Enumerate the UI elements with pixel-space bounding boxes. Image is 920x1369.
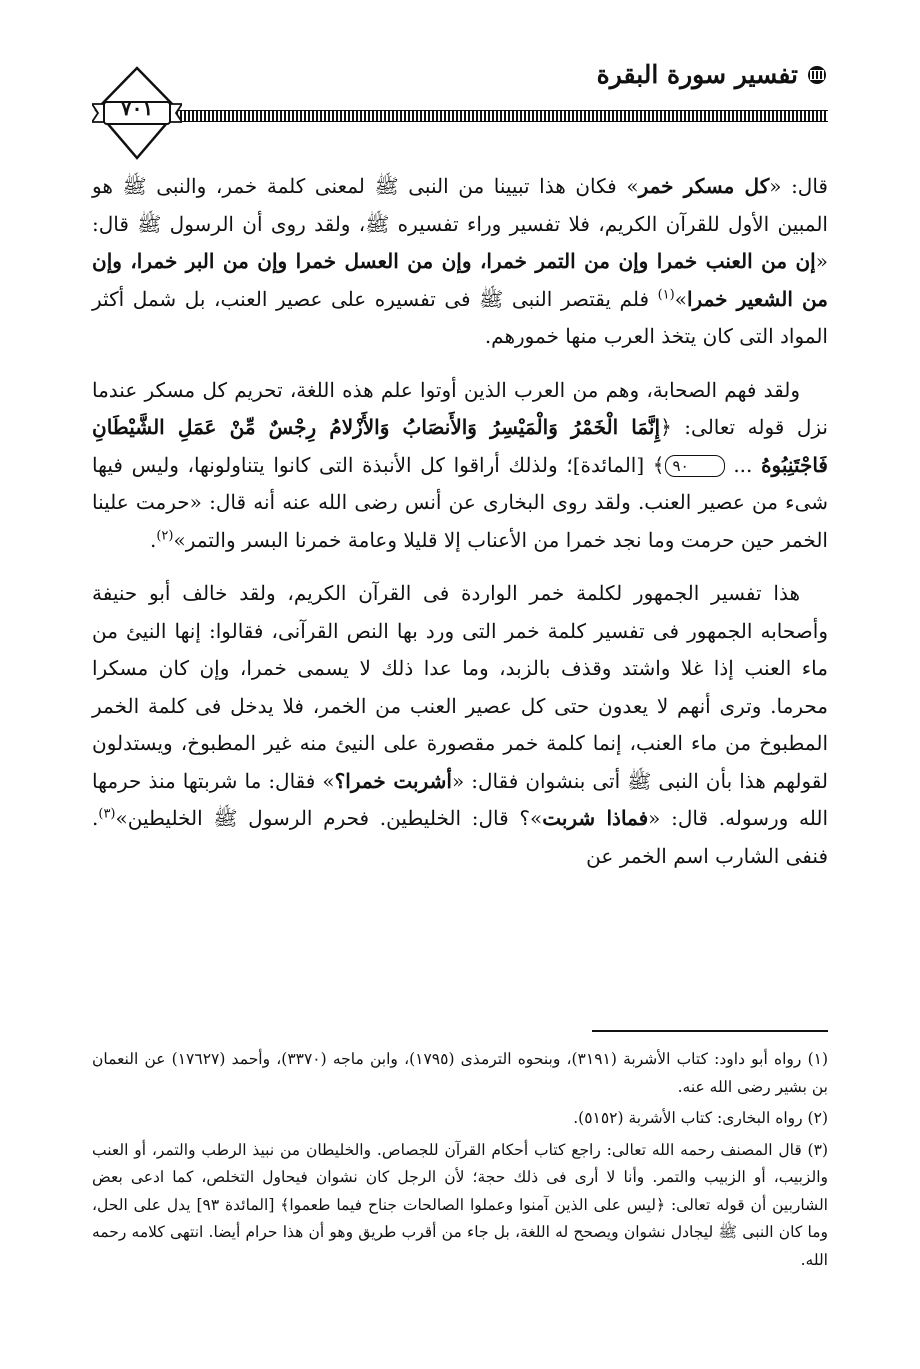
text: قال: « bbox=[769, 174, 828, 198]
footnote-3: (٣) قال المصنف رحمه الله تعالى: راجع كتاب أحكام القرآن للجصاص. والخليطان من نبيذ الرطب والتمر، أو العنب والزبيب، أو الزبيب والتمر. وأنا لا أرى فى ذلك حجة؛ لأن الرجل كان نشوان فيحاول التخلص، كما ادعى بعض الشاربين أن قوله تعالى: ﴿ليس على الذين آمنوا وعملوا الصالحات جناح فيما طعموا﴾ [المائدة ٩٣] يدل على الحل، وما كان النبى ﷺ ليجادل نشوان ويصحح له اللغة، بل جاء من أقرب طريق وهو أن هذا حرام أيضا. انتهى كلامه رحمه الله. bbox=[92, 1140, 828, 1269]
paragraph-1 bbox=[92, 168, 828, 356]
verse-number: ٩٠ bbox=[665, 455, 725, 477]
header-title: تفسير سورة البقرة bbox=[596, 60, 798, 89]
text: »؟ قال: الخليطين. فحرم الرسول ﷺ الخليطين» bbox=[115, 806, 543, 830]
footnote-2: (٢) رواه البخارى: كتاب الأشربة (٥١٥٢). bbox=[573, 1109, 828, 1127]
hadith-quote: أشربت خمرا؟ bbox=[334, 768, 452, 793]
paragraph-2 bbox=[92, 372, 828, 560]
hadith-quote: كل مسكر خمر bbox=[638, 174, 770, 198]
main-text bbox=[92, 168, 828, 891]
text: فلم يقتصر النبى ﷺ فى تفسيره على عصير العنب، بل شمل أكثر المواد التى كان يتخذ العرب منها خمورهم. bbox=[92, 286, 828, 348]
footnote-1: (١) رواه أبو داود: كتاب الأشربة (٣١٩١)، وبنحوه الترمذى (١٧٩٥)، وابن ماجه (٣٣٧٠)، وأحمد (١٧٦٢٧) عن النعمان بن بشير رضى الله عنه. bbox=[92, 1050, 829, 1096]
hadith-quote: فماذا شربت bbox=[542, 806, 649, 830]
text: ... bbox=[724, 452, 762, 477]
footnote-ref[interactable]: (١) bbox=[657, 286, 675, 302]
quran-verse: إِنَّمَا الْخَمْرُ وَالْمَيْسِرُ وَالأَنصَابُ وَالأَزْلامُ رِجْسٌ مِّنْ عَمَلِ الشَّيْطَانِ فَاجْتَنِبُوهُ bbox=[92, 415, 828, 477]
footnote-ref[interactable]: (٢) bbox=[156, 527, 174, 543]
text: » فكان هذا تبيينا من النبى ﷺ لمعنى كلمة خمر، والنبى ﷺ هو المبين الأول للقرآن الكريم، فلا تفسير وراء تفسيره ﷺ، ولقد روى أن الرسول ﷺ قال: « bbox=[92, 174, 828, 273]
paragraph-3 bbox=[92, 575, 828, 875]
text: ﴾ [المائدة]؛ ولذلك أراقوا كل الأنبذة التى كانوا يتناولونها، وليس فيها شىء من عصير العنب. ولقد روى البخارى عن أنس رضى الله عنه أنه قال: «حرمت علينا الخمر حين حرمت وما نجد خمرا من الأعناب إلا قليلا وعامة خمرنا البسر والتمر» bbox=[92, 452, 828, 552]
page-number: ٧٠١ bbox=[120, 96, 154, 120]
text: ولقد فهم الصحابة، وهم من العرب الذين أوتوا علم هذه اللغة، تحريم كل مسكر عندما نزل قوله تعالى: ﴿ bbox=[92, 377, 828, 439]
text: . فنفى الشارب اسم الخمر عن bbox=[92, 806, 828, 868]
hadith-quote: إن من العنب خمرا وإن من التمر خمرا، وإن من العسل خمرا وإن من البر خمرا، وإن من الشعير خمرا bbox=[92, 249, 828, 311]
footnote-divider bbox=[592, 1030, 828, 1032]
text: » فقال: ما شربتها منذ حرمها الله ورسوله. قال: « bbox=[92, 768, 829, 830]
footnotes bbox=[92, 1046, 828, 1278]
text: هذا تفسير الجمهور لكلمة خمر الواردة فى القرآن الكريم، ولقد خالف أبو حنيفة وأصحابه الجمهور فى تفسير كلمة خمر التى ورد بها النص القرآنى، فقالوا: إنها النيئ من ماء العنب إذا غلا واشتد وقذف بالزبد، وما عدا ذلك لا يسمى خمرا، وإن كان مسكرا محرما. وترى أنهم لا يعدون حتى كل عصير العنب من الخمر، فلا يدخل فى كلمة الخمر المطبوخ من ماء العنب، إنما كلمة خمر مقصورة على النيئ منه غير المطبوخ، ويستدلون لقولهم هذا بأن النبى ﷺ أتى بنشوان فقال: « bbox=[92, 581, 829, 793]
header-rule bbox=[160, 110, 828, 122]
running-header bbox=[597, 60, 828, 89]
footnote-ref[interactable]: (٣) bbox=[98, 806, 116, 822]
text: » bbox=[674, 286, 687, 311]
text: . bbox=[149, 527, 157, 552]
ornament-icon bbox=[806, 64, 828, 86]
